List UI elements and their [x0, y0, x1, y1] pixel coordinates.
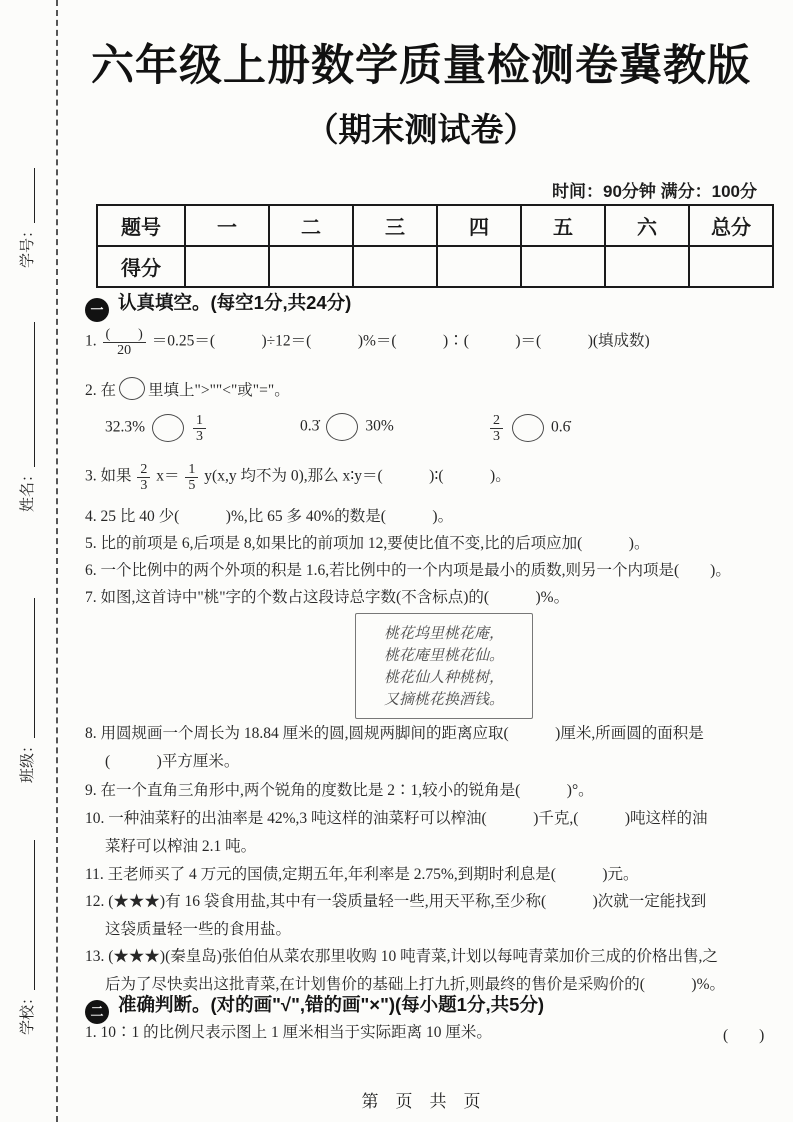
table-header-cell: 三 — [353, 205, 437, 246]
judge-question-1: 1. 10∶1 的比例尺表示图上 1 厘米相当于实际距离 10 厘米。 — [85, 1024, 492, 1041]
page-subtitle: （期末测试卷） — [305, 111, 537, 148]
exam-time-score-info: 时间：90分钟 满分：100分 — [552, 182, 757, 201]
score-cell — [185, 246, 269, 287]
school-field — [16, 840, 37, 1035]
comparison-circle-icon — [152, 414, 184, 442]
question-1-number: 1. — [85, 332, 97, 350]
question-2 — [85, 377, 775, 402]
question-11: 11. 王老师买了 4 万元的国债,定期五年,年利率是 2.75%,到期时利息是( )元。 — [85, 866, 639, 883]
question-12-line-1: 12. (★★★)有 16 袋食用盐,其中有一袋质量轻一些,用天平称,至少称( )次就一定能找到 — [85, 893, 707, 910]
item-3-fraction: $\frac{2}{3}$ — [490, 413, 503, 444]
comparison-circle-icon — [326, 413, 358, 441]
score-cell — [353, 246, 437, 287]
score-cell — [521, 246, 605, 287]
section-2-number-icon: 二 — [85, 1000, 109, 1024]
question-4: 4. 25 比 40 少( )%,比 65 多 40%的数是( )。 — [85, 508, 454, 525]
poem-line: 桃花坞里桃花庵， — [383, 626, 504, 642]
table-header-cell: 一 — [185, 205, 269, 246]
page-title: 六年级上册数学质量检测卷冀教版 — [91, 42, 751, 90]
score-cell — [269, 246, 353, 287]
item-1-left-value: 32.3% — [105, 418, 146, 436]
question-1-text: ＝0.25＝( )÷12＝( )%＝( )∶( )＝( )(填成数) — [151, 332, 650, 350]
question-2-item-1 — [105, 413, 285, 444]
comparison-circle-icon — [512, 414, 544, 442]
fold-dashed-line — [56, 0, 58, 1122]
question-8-line-2: ( )平方厘米。 — [105, 753, 240, 770]
comparison-circle-icon — [119, 377, 145, 400]
question-3-post: y(x,y 均不为 0),那么 x∶y＝( )∶( )。 — [204, 467, 511, 485]
question-3-fraction-1: $\frac{2}{3}$ — [137, 462, 150, 493]
poem-line: 又摘桃花换酒钱。 — [383, 692, 504, 708]
question-2-item-2 — [300, 413, 480, 441]
question-1-fraction: $\frac{( )}{20}$ — [103, 327, 146, 358]
table-header-cell: 二 — [269, 205, 353, 246]
student-id-field — [16, 168, 37, 268]
score-cell — [689, 246, 773, 287]
poem-line: 桃花仙人种桃树， — [383, 670, 504, 686]
section-1-number-icon: 一 — [85, 298, 109, 322]
section-2-heading — [85, 991, 775, 1024]
section-1-heading — [85, 289, 775, 322]
question-12-line-2: 这袋质量轻一些的食用盐。 — [105, 921, 292, 938]
item-2-right-value: 30% — [365, 417, 394, 435]
school-blank-line — [21, 840, 36, 990]
question-3-mid: x＝ — [156, 467, 180, 485]
table-header-cell: 六 — [605, 205, 689, 246]
score-table-score-row — [97, 246, 773, 287]
score-cell — [605, 246, 689, 287]
item-3-right-value: 0.6̇ — [551, 418, 571, 436]
question-6: 6. 一个比例中的两个外项的积是 1.6,若比例中的一个内项是最小的质数,则另一个内项是( )。 — [85, 562, 731, 579]
question-3 — [85, 462, 775, 493]
question-7: 7. 如图,这首诗中"桃"字的个数占这段诗总字数(不含标点)的( )%。 — [85, 589, 570, 606]
name-label: 姓名： — [20, 466, 36, 512]
question-2-post: 里填上">""<"或"="。 — [148, 382, 290, 399]
table-header-cell: 四 — [437, 205, 521, 246]
question-9: 9. 在一个直角三角形中,两个锐角的度数比是 2∶1,较小的锐角是( )°。 — [85, 782, 594, 799]
score-cell — [437, 246, 521, 287]
question-2-pre: 2. 在 — [85, 382, 117, 399]
score-table — [96, 204, 774, 288]
question-1 — [85, 327, 775, 358]
table-header-cell: 总分 — [689, 205, 773, 246]
page-footer: 第 页 共 页 — [361, 1092, 481, 1111]
name-field — [16, 322, 37, 512]
question-5: 5. 比的前项是 6,后项是 8,如果比的前项加 12,要使比值不变,比的后项应加( )。 — [85, 535, 650, 552]
question-3-pre: 3. 如果 — [85, 467, 132, 485]
name-blank-line — [21, 322, 36, 467]
student-id-label: 学号： — [20, 222, 36, 268]
question-10-line-2: 菜籽可以榨油 2.1 吨。 — [105, 838, 257, 855]
peach-blossom-poem-box — [355, 613, 533, 719]
judge-question-1-answer-blank: ( ) — [723, 1027, 765, 1044]
question-8-line-1: 8. 用圆规画一个周长为 18.84 厘米的圆,圆规两脚间的距离应取( )厘米,所画圆的面积是 — [85, 725, 704, 742]
table-header-cell: 五 — [521, 205, 605, 246]
section-1-title: 认真填空。(每空1分,共24分) — [118, 292, 352, 313]
class-label: 班级： — [20, 737, 36, 783]
question-3-fraction-2: $\frac{1}{5}$ — [185, 462, 198, 493]
item-1-fraction: $\frac{1}{3}$ — [193, 413, 206, 444]
question-13-line-1: 13. (★★★)(秦皇岛)张伯伯从菜农那里收购 10 吨青菜,计划以每吨青菜加价三成的价格出售,之 — [85, 948, 718, 965]
item-2-left-value: 0.3̇ — [300, 417, 320, 435]
class-field — [16, 598, 37, 783]
student-id-blank-line — [21, 168, 36, 223]
school-label: 学校： — [20, 989, 36, 1035]
class-blank-line — [21, 598, 36, 738]
question-2-item-3 — [488, 413, 668, 444]
score-table-header-row — [97, 205, 773, 246]
score-row-label: 得分 — [97, 246, 185, 287]
table-header-cell: 题号 — [97, 205, 185, 246]
poem-line: 桃花庵里桃花仙。 — [383, 648, 504, 664]
question-10-line-1: 10. 一种油菜籽的出油率是 42%,3 吨这样的油菜籽可以榨油( )千克,( )吨这样的油 — [85, 810, 708, 827]
section-2-title: 准确判断。(对的画"√",错的画"×")(每小题1分,共5分) — [118, 994, 545, 1015]
question-13-line-2: 后为了尽快卖出这批青菜,在计划售价的基础上打九折,则最终的售价是采购价的( )%。 — [105, 976, 725, 993]
